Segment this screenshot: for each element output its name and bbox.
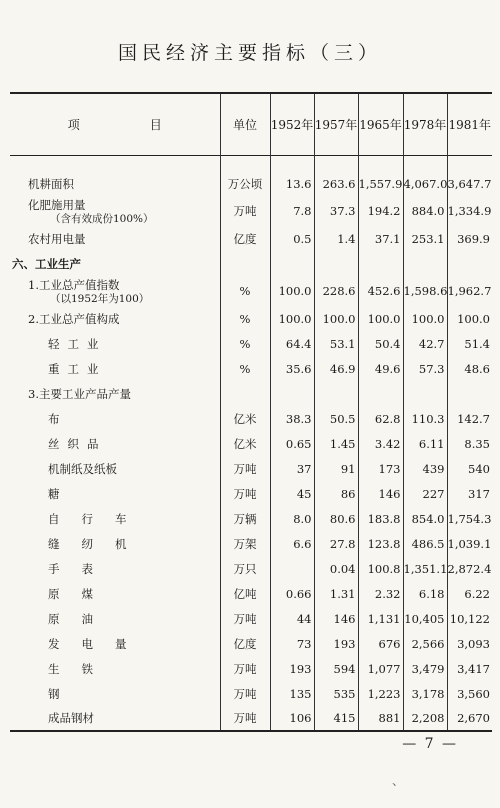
row-label: 糖: [48, 486, 60, 501]
value-cell: 594: [314, 656, 358, 681]
group-row: [10, 381, 492, 406]
row-label-cell: [10, 251, 220, 276]
value-cell: 62.8: [358, 406, 403, 431]
table-row: [10, 356, 492, 381]
table-row: [10, 276, 492, 306]
value-cell: 6.6: [270, 531, 314, 556]
value-cell: [270, 251, 314, 276]
value-cell: 1,351.1: [403, 556, 447, 581]
row-unit: 万吨: [220, 681, 270, 706]
value-cell: 3.42: [358, 431, 403, 456]
value-cell: 1.31: [314, 581, 358, 606]
table-row: [10, 331, 492, 356]
header-year: 1965年: [358, 93, 403, 155]
value-cell: 27.8: [314, 531, 358, 556]
row-label-cell: [10, 481, 220, 506]
value-cell: 45: [270, 481, 314, 506]
row-unit: %: [220, 276, 270, 306]
value-cell: 486.5: [403, 531, 447, 556]
value-cell: 2,566: [403, 631, 447, 656]
value-cell: 193: [270, 656, 314, 681]
value-cell: 146: [358, 481, 403, 506]
value-cell: 369.9: [447, 226, 492, 251]
section-row: [10, 251, 492, 276]
value-cell: 1,962.7: [447, 276, 492, 306]
value-cell: 80.6: [314, 506, 358, 531]
value-cell: 44: [270, 606, 314, 631]
header-unit: 单位: [220, 93, 270, 155]
page-number: — 7 —: [402, 736, 458, 752]
row-label-cell: [10, 506, 220, 531]
value-cell: 135: [270, 681, 314, 706]
row-label: 重工业: [48, 361, 107, 376]
value-cell: [270, 381, 314, 406]
value-cell: 100.0: [270, 276, 314, 306]
value-cell: 100.0: [447, 306, 492, 331]
value-cell: 535: [314, 681, 358, 706]
row-unit: 亿度: [220, 226, 270, 251]
table-row: [10, 456, 492, 481]
row-unit: 万只: [220, 556, 270, 581]
value-cell: 0.65: [270, 431, 314, 456]
value-cell: 38.3: [270, 406, 314, 431]
row-unit: 亿度: [220, 631, 270, 656]
value-cell: 10,405: [403, 606, 447, 631]
footer-mark: 、: [392, 774, 405, 788]
row-label: 六、工业生产: [12, 256, 81, 271]
table-row: [10, 681, 492, 706]
value-cell: 48.6: [447, 356, 492, 381]
value-cell: 0.04: [314, 556, 358, 581]
value-cell: 57.3: [403, 356, 447, 381]
value-cell: 0.5: [270, 226, 314, 251]
value-cell: 73: [270, 631, 314, 656]
value-cell: 1,077: [358, 656, 403, 681]
row-label-cell: [10, 381, 220, 406]
row-label-cell: [10, 356, 220, 381]
value-cell: 50.5: [314, 406, 358, 431]
table-row: [10, 406, 492, 431]
row-label: 机耕面积: [28, 176, 74, 191]
value-cell: [358, 381, 403, 406]
value-cell: 50.4: [358, 331, 403, 356]
row-label-cell: [10, 226, 220, 251]
value-cell: 100.0: [358, 306, 403, 331]
value-cell: 2,208: [403, 706, 447, 731]
value-cell: 100.0: [314, 306, 358, 331]
row-label: 机制纸及纸板: [48, 461, 117, 476]
value-cell: [403, 251, 447, 276]
row-label-cell: [10, 306, 220, 331]
value-cell: 6.18: [403, 581, 447, 606]
row-unit: 亿米: [220, 431, 270, 456]
value-cell: 173: [358, 456, 403, 481]
row-label: 成品钢材: [48, 711, 94, 725]
value-cell: 439: [403, 456, 447, 481]
row-unit: 万吨: [220, 606, 270, 631]
value-cell: [270, 556, 314, 581]
row-sublabel: （以1952年为100）: [50, 293, 150, 305]
value-cell: 86: [314, 481, 358, 506]
value-cell: 37: [270, 456, 314, 481]
value-cell: 317: [447, 481, 492, 506]
value-cell: 1,598.6: [403, 276, 447, 306]
row-unit: 万吨: [220, 656, 270, 681]
row-unit: 万吨: [220, 456, 270, 481]
value-cell: 42.7: [403, 331, 447, 356]
table-body: [10, 155, 492, 731]
row-unit: 万公顷: [220, 171, 270, 196]
row-label-cell: [10, 706, 220, 731]
value-cell: 4,067.0: [403, 171, 447, 196]
value-cell: 881: [358, 706, 403, 731]
table-row: [10, 306, 492, 331]
indicator-table: [10, 92, 492, 732]
row-label-cell: [10, 276, 220, 306]
value-cell: 540: [447, 456, 492, 481]
row-unit: 亿米: [220, 406, 270, 431]
value-cell: 8.35: [447, 431, 492, 456]
value-cell: 1,334.9: [447, 196, 492, 226]
row-unit: 万吨: [220, 481, 270, 506]
row-label: 农村用电量: [28, 231, 86, 246]
header-year: 1978年: [403, 93, 447, 155]
value-cell: [358, 251, 403, 276]
value-cell: 49.6: [358, 356, 403, 381]
value-cell: 13.6: [270, 171, 314, 196]
value-cell: 193: [314, 631, 358, 656]
row-unit: [220, 381, 270, 406]
row-label: 发电量: [48, 636, 149, 651]
value-cell: [447, 251, 492, 276]
row-label: 手表: [48, 561, 115, 576]
value-cell: 884.0: [403, 196, 447, 226]
row-label: 布: [48, 411, 60, 426]
value-cell: 106: [270, 706, 314, 731]
row-unit: %: [220, 306, 270, 331]
value-cell: 415: [314, 706, 358, 731]
table-row: [10, 506, 492, 531]
value-cell: 227: [403, 481, 447, 506]
value-cell: 3,093: [447, 631, 492, 656]
value-cell: 37.3: [314, 196, 358, 226]
row-label-cell: [10, 431, 220, 456]
value-cell: 10,122: [447, 606, 492, 631]
value-cell: 91: [314, 456, 358, 481]
row-label: 钢: [48, 686, 60, 701]
value-cell: 194.2: [358, 196, 403, 226]
row-sublabel: （含有效成份100%）: [50, 213, 154, 225]
table-row: [10, 196, 492, 226]
row-label: 2.工业总产值构成: [28, 311, 120, 326]
value-cell: 8.0: [270, 506, 314, 531]
value-cell: 676: [358, 631, 403, 656]
row-label-cell: [10, 631, 220, 656]
value-cell: 6.22: [447, 581, 492, 606]
row-label: 原油: [48, 611, 115, 626]
value-cell: 263.6: [314, 171, 358, 196]
row-label: 缝纫机: [48, 536, 149, 551]
value-cell: 1,131: [358, 606, 403, 631]
header-year: 1952年: [270, 93, 314, 155]
table-row: [10, 656, 492, 681]
row-unit: 万吨: [220, 706, 270, 731]
value-cell: [314, 251, 358, 276]
table-row: [10, 631, 492, 656]
value-cell: 2,670: [447, 706, 492, 731]
table-row: [10, 531, 492, 556]
row-label: 丝织品: [48, 436, 107, 451]
table-row: [10, 171, 492, 196]
value-cell: 3,647.7: [447, 171, 492, 196]
row-label-cell: [10, 556, 220, 581]
value-cell: 183.8: [358, 506, 403, 531]
row-label: 1.工业总产值指数: [28, 278, 120, 292]
row-unit: %: [220, 356, 270, 381]
table-row: [10, 606, 492, 631]
value-cell: 64.4: [270, 331, 314, 356]
value-cell: 854.0: [403, 506, 447, 531]
row-unit: 万辆: [220, 506, 270, 531]
value-cell: 1,754.3: [447, 506, 492, 531]
value-cell: 100.8: [358, 556, 403, 581]
value-cell: 0.66: [270, 581, 314, 606]
value-cell: 100.0: [403, 306, 447, 331]
row-label: 自行车: [48, 511, 149, 526]
table-row: [10, 431, 492, 456]
row-label: 原煤: [48, 586, 115, 601]
value-cell: 35.6: [270, 356, 314, 381]
table-row: [10, 581, 492, 606]
header-item-b: 目: [149, 117, 162, 132]
row-unit: [220, 251, 270, 276]
row-label-cell: [10, 681, 220, 706]
spacer-row: [10, 155, 492, 171]
value-cell: 452.6: [358, 276, 403, 306]
value-cell: 3,417: [447, 656, 492, 681]
value-cell: 6.11: [403, 431, 447, 456]
value-cell: 51.4: [447, 331, 492, 356]
value-cell: 142.7: [447, 406, 492, 431]
value-cell: 110.3: [403, 406, 447, 431]
header-year: 1981年: [447, 93, 492, 155]
value-cell: 146: [314, 606, 358, 631]
value-cell: 228.6: [314, 276, 358, 306]
value-cell: 253.1: [403, 226, 447, 251]
value-cell: 1.4: [314, 226, 358, 251]
row-label: 轻工业: [48, 336, 107, 351]
table-row: [10, 706, 492, 731]
row-label-cell: [10, 196, 220, 226]
value-cell: 1,223: [358, 681, 403, 706]
table-row: [10, 226, 492, 251]
header-item: [10, 93, 220, 155]
header-year: 1957年: [314, 93, 358, 155]
value-cell: 100.0: [270, 306, 314, 331]
value-cell: 7.8: [270, 196, 314, 226]
row-label-cell: [10, 406, 220, 431]
value-cell: 37.1: [358, 226, 403, 251]
row-label-cell: [10, 171, 220, 196]
table-row: [10, 481, 492, 506]
row-label-cell: [10, 656, 220, 681]
header-item-a: 项: [67, 117, 80, 132]
page-title: 国民经济主要指标（三）: [117, 42, 382, 64]
value-cell: 123.8: [358, 531, 403, 556]
row-label-cell: [10, 581, 220, 606]
row-label-cell: [10, 531, 220, 556]
value-cell: 3,560: [447, 681, 492, 706]
row-label-cell: [10, 331, 220, 356]
value-cell: 3,178: [403, 681, 447, 706]
value-cell: 53.1: [314, 331, 358, 356]
row-label-cell: [10, 456, 220, 481]
value-cell: 46.9: [314, 356, 358, 381]
row-label-cell: [10, 606, 220, 631]
value-cell: 1,557.9: [358, 171, 403, 196]
value-cell: 2,872.4: [447, 556, 492, 581]
row-label: 化肥施用量: [28, 198, 86, 212]
row-unit: 亿吨: [220, 581, 270, 606]
value-cell: 2.32: [358, 581, 403, 606]
row-label: 生铁: [48, 661, 115, 676]
value-cell: [403, 381, 447, 406]
value-cell: 3,479: [403, 656, 447, 681]
row-label: 3.主要工业产品产量: [28, 386, 131, 401]
header-row: [10, 93, 492, 155]
row-unit: %: [220, 331, 270, 356]
table-row: [10, 556, 492, 581]
value-cell: 1.45: [314, 431, 358, 456]
value-cell: 1,039.1: [447, 531, 492, 556]
row-unit: 万架: [220, 531, 270, 556]
value-cell: [314, 381, 358, 406]
row-unit: 万吨: [220, 196, 270, 226]
value-cell: [447, 381, 492, 406]
